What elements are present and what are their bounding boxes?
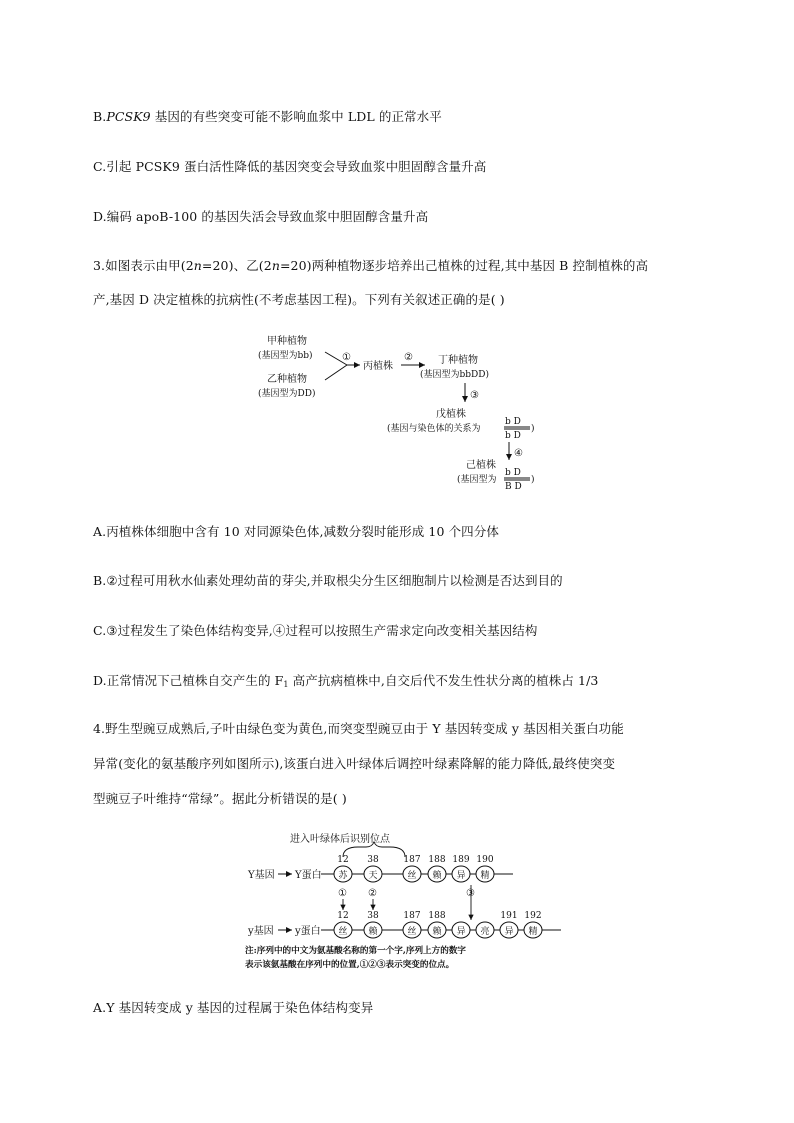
wu-close-paren: ) [531, 424, 535, 434]
Y-position-number: 187 [403, 855, 421, 865]
y-position-number: 192 [524, 911, 542, 921]
question-4-line-2: 异常(变化的氨基酸序列如图所示),该蛋白进入叶绿体后调控叶绿素降解的能力降低,最终使突变 [93, 756, 616, 771]
y-position-number: 12 [337, 911, 349, 921]
yi-genotype: (基因型为DD) [258, 389, 316, 399]
q3-text-b: =20)、乙(2 [201, 258, 272, 273]
d3-subscript: 1 [283, 680, 289, 689]
option-a-q4: A.Y 基因转变成 y 基因的过程属于染色体结构变异 [93, 1000, 374, 1015]
option-text: 基因的有些突变可能不影响血浆中 LDL 的正常水平 [150, 109, 442, 124]
step-2-marker: ② [404, 352, 413, 363]
y-position-number: 187 [403, 911, 421, 921]
Y-residue-label: 精 [480, 871, 490, 881]
mutation-2-marker: ② [368, 888, 377, 899]
ji-close-paren: ) [531, 475, 535, 485]
q3-n-2: n [271, 258, 280, 273]
step-4-marker: ④ [514, 448, 523, 459]
Y-residue-label: 丝 [407, 871, 417, 881]
option-d-q3 [93, 671, 598, 689]
y-residue-label: 丝 [407, 927, 417, 937]
option-a-q3: A.丙植株体细胞中含有 10 对同源染色体,减数分裂时能形成 10 个四分体 [93, 524, 499, 539]
Y-protein-label: Y蛋白 [295, 870, 322, 881]
ji-chrom-top: b D [505, 468, 521, 478]
yi-label: 乙种植物 [267, 374, 307, 385]
d3-text-a: D.正常情况下己植株自交产生的 F [93, 673, 284, 688]
wu-chrom-bottom: b D [505, 431, 521, 441]
Y-position-number: 189 [452, 855, 470, 865]
wu-relation: (基因与染色体的关系为 [387, 424, 481, 434]
option-c-q2: C.引起 PCSK9 蛋白活性降低的基因突变会导致血浆中胆固醇含量升高 [93, 159, 487, 174]
Y-gene-label: Y基因 [248, 870, 275, 881]
y-residue-label: 异 [456, 927, 466, 937]
mutation-1-marker: ① [338, 888, 347, 899]
step-3-marker: ③ [470, 390, 479, 401]
y-residue-label: 丝 [338, 927, 348, 937]
y-residue-label: 赖 [432, 927, 442, 937]
y-residue-label: 异 [504, 927, 514, 937]
y-residue-label: 赖 [368, 927, 378, 937]
mutation-3-marker: ③ [466, 888, 475, 899]
Y-position-number: 12 [337, 855, 349, 865]
wu-label: 戊植株 [436, 409, 466, 420]
ji-label: 己植株 [466, 460, 496, 471]
option-b-q2 [93, 107, 442, 125]
question-4-line-3: 型豌豆子叶维持“常绿”。据此分析错误的是( ) [93, 791, 347, 806]
q3-text-a: 3.如图表示由甲(2 [93, 258, 194, 273]
bing-label: 丙植株 [363, 361, 393, 372]
ding-genotype: (基因型为bbDD) [420, 370, 489, 380]
wu-chrom-top: b D [505, 417, 521, 427]
y-residue-label: 精 [528, 927, 538, 937]
y-protein-label: y蛋白 [295, 926, 321, 937]
Y-position-number: 188 [428, 855, 446, 865]
question-4-line-1: 4.野生型豌豆成熟后,子叶由绿色变为黄色,而突变型豌豆由于 Y 基因转变成 y 基因相关蛋白功能 [93, 721, 624, 736]
Y-position-number: 38 [367, 855, 379, 865]
option-d-q2: D.编码 apoB-100 的基因失活会导致血浆中胆固醇含量升高 [93, 209, 429, 224]
y-position-number: 191 [500, 911, 518, 921]
question-3-line-2: 产,基因 D 决定植株的抗病性(不考虑基因工程)。下列有关叙述正确的是( ) [93, 292, 505, 307]
ding-label: 丁种植物 [438, 355, 478, 366]
option-label: B. [93, 109, 107, 124]
amino-acid-sequence-figure [240, 830, 570, 975]
Y-residue-label: 天 [368, 871, 378, 881]
jia-label: 甲种植物 [267, 336, 307, 347]
ji-chrom-bottom: B D [505, 482, 522, 492]
jia-genotype: (基因型为bb) [258, 351, 313, 361]
ji-genotype: (基因型为 [457, 475, 497, 485]
Y-residue-label: 异 [456, 871, 466, 881]
Y-residue-label: 赖 [432, 871, 442, 881]
d3-text-b: 高产抗病植株中,自交后代不发生性状分离的植株占 1/3 [288, 673, 599, 688]
gene-name: PCSK9 [106, 109, 151, 124]
figure-note-line-2: 表示该氨基酸在序列中的位置,①②③表示突变的位点。 [245, 960, 455, 970]
merge-line-bottom [325, 365, 347, 380]
q3-text-c: =20)两种植物逐步培养出己植株的过程,其中基因 B 控制植株的高 [279, 258, 649, 273]
y-position-number: 38 [367, 911, 379, 921]
breeding-flowchart [255, 330, 555, 495]
question-3-line-1 [93, 256, 648, 274]
Y-protein-sequence [321, 855, 513, 882]
recognition-site-title: 进入叶绿体后识别位点 [290, 834, 390, 845]
option-b-q3: B.②过程可用秋水仙素处理幼苗的芽尖,并取根尖分生区细胞制片以检测是否达到目的 [93, 573, 563, 588]
y-gene-label: y基因 [248, 926, 274, 937]
Y-residue-label: 苏 [338, 871, 348, 881]
q3-n-1: n [193, 258, 202, 273]
Y-position-number: 190 [476, 855, 494, 865]
y-position-number: 188 [428, 911, 446, 921]
option-c-q3: C.③过程发生了染色体结构变异,④过程可以按照生产需求定向改变相关基因结构 [93, 623, 538, 638]
y-residue-label: 亮 [480, 927, 490, 937]
step-1-marker: ① [342, 352, 351, 363]
y-protein-sequence [321, 911, 561, 938]
figure-note-line-1: 注:序列中的中文为氨基酸名称的第一个字,序列上方的数字 [245, 946, 467, 956]
